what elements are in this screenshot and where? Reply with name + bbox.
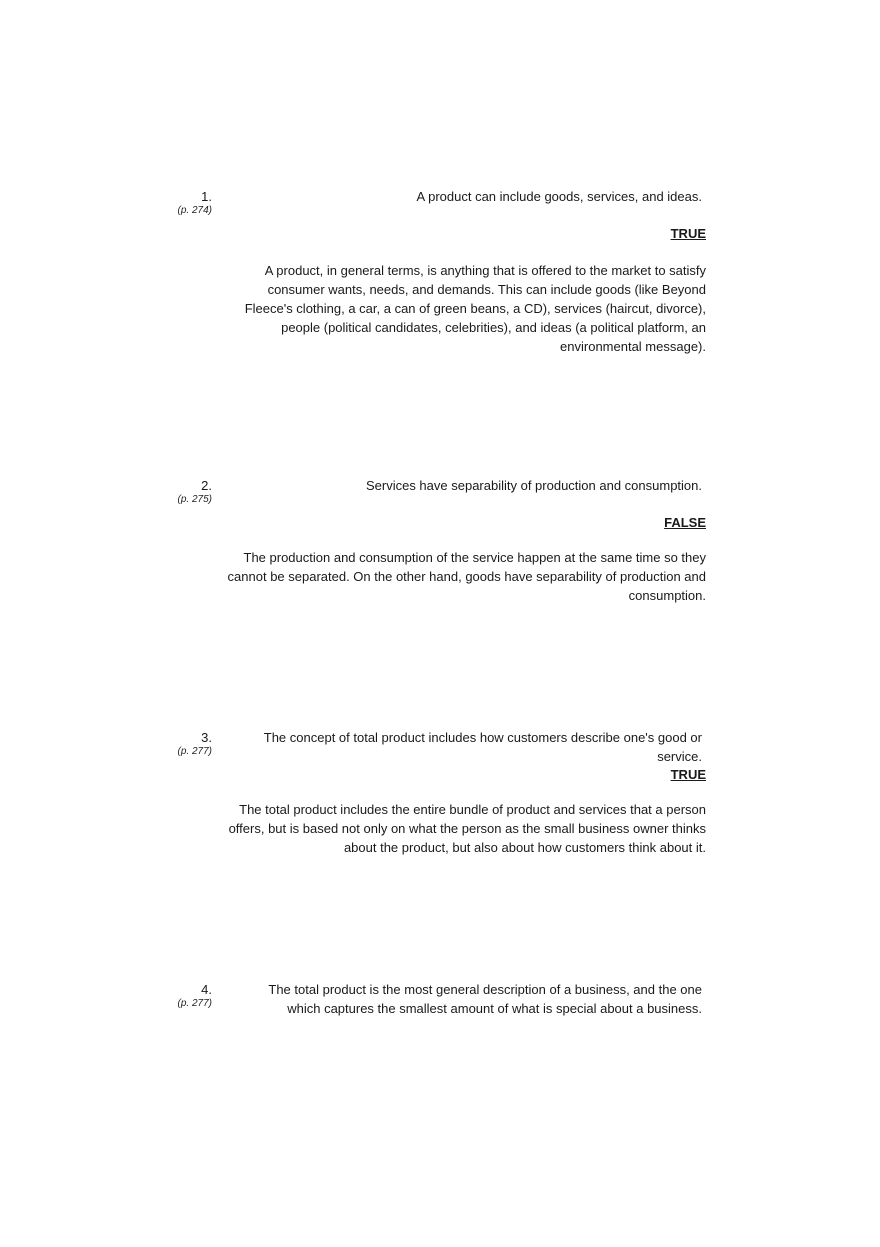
page-reference: (p. 277) [177, 746, 212, 757]
answer-label: TRUE [670, 226, 706, 241]
question-number: 1. [201, 189, 212, 204]
page-reference: (p. 277) [177, 998, 212, 1009]
answer-label: TRUE [670, 767, 706, 782]
page-reference: (p. 275) [177, 494, 212, 505]
answer-label: FALSE [664, 515, 706, 530]
question-number: 4. [201, 982, 212, 997]
question-number: 2. [201, 478, 212, 493]
question-text: The concept of total product includes how customers describe one's good or service. [263, 730, 702, 764]
explanation: The production and consumption of the service happen at the same time so they cannot be separated. On the other hand, goods have separability of production and consumption. [227, 550, 706, 603]
question-number: 3. [201, 730, 212, 745]
explanation: The total product includes the entire bundle of product and services that a person offers, but is based not only on what the person as the small business owner thinks about the product, but also about how customers think about it. [228, 802, 706, 855]
page-reference: (p. 274) [177, 205, 212, 216]
question-text: A product can include goods, services, and ideas. [416, 189, 702, 204]
question-text: Services have separability of production and consumption. [365, 478, 702, 493]
explanation: A product, in general terms, is anything that is offered to the market to satisfy consumer wants, needs, and demands. This can include goods (like Beyond Fleece's clothing, a car, a can of green beans, a CD), services (haircut, divorce), people (political candidates, celebrities), and ideas (a political platform, an environmental message). [244, 263, 706, 354]
question-text: The total product is the most general description of a business, and the one which captures the smallest amount of what is special about a business. [268, 982, 702, 1016]
